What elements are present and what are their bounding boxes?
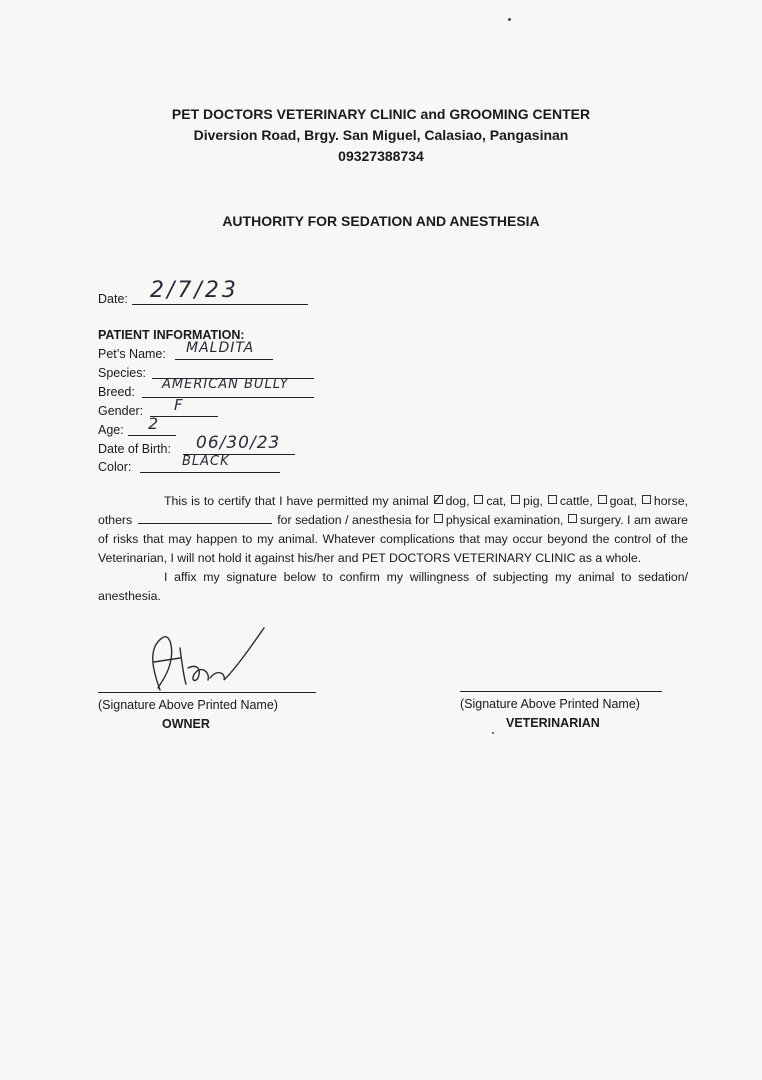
- gender-value[interactable]: F: [174, 396, 183, 414]
- physical-exam-option: physical examination,: [445, 513, 564, 527]
- horse-others-option: horse, others: [98, 494, 689, 527]
- age-line: [128, 435, 176, 436]
- pet-name-line: [175, 359, 273, 360]
- pet-name-label: Pet’s Name:: [98, 347, 166, 361]
- cat-option: cat,: [486, 494, 507, 508]
- consent-text-a: This is to certify that I have permitted my animal: [164, 494, 429, 508]
- cat-checkbox[interactable]: [474, 495, 483, 504]
- clinic-address: Diversion Road, Brgy. San Miguel, Calasiao, Pangasinan: [193, 127, 569, 143]
- surgery-option: surgery.: [580, 513, 624, 527]
- consent-text-b: for sedation / anesthesia for: [277, 513, 430, 527]
- dob-label: Date of Birth:: [98, 442, 171, 456]
- physical-exam-checkbox[interactable]: [434, 514, 443, 523]
- cattle-checkbox[interactable]: [548, 495, 557, 504]
- vet-signature-line[interactable]: [460, 691, 662, 692]
- pig-checkbox[interactable]: [511, 495, 520, 504]
- clinic-phone: 09327388734: [338, 148, 424, 164]
- dog-option: dog,: [445, 494, 470, 508]
- clinic-name: PET DOCTORS VETERINARY CLINIC and GROOMING CENTER: [171, 106, 591, 122]
- owner-signature-mark: [140, 618, 280, 698]
- scan-speck: [508, 18, 511, 21]
- date-line: [132, 304, 308, 305]
- scan-speck: [492, 732, 494, 734]
- pet-name-value[interactable]: MALDITA: [186, 340, 255, 356]
- gender-label: Gender:: [98, 404, 144, 418]
- owner-signature-caption: (Signature Above Printed Name): [98, 698, 278, 712]
- dog-checkbox[interactable]: ✓: [431, 491, 444, 507]
- vet-signature-caption: (Signature Above Printed Name): [460, 697, 640, 711]
- breed-line: [142, 397, 314, 398]
- color-value[interactable]: BLACK: [182, 454, 230, 469]
- consent-text-2: I affix my signature below to confirm my willingness of subjecting my animal to sedation/ anesthesia.: [98, 570, 688, 603]
- patient-info-heading: PATIENT INFORMATION:: [98, 328, 245, 342]
- date-label: Date:: [98, 292, 128, 306]
- vet-role-label: VETERINARIAN: [506, 716, 600, 730]
- goat-option: goat,: [609, 494, 637, 508]
- clinic-header: [0, 104, 762, 167]
- owner-signature-line[interactable]: [98, 692, 316, 693]
- gender-line: [150, 416, 218, 417]
- consent-paragraph: [98, 492, 688, 606]
- breed-label: Breed:: [98, 385, 135, 399]
- surgery-checkbox[interactable]: [568, 514, 577, 523]
- cattle-option: cattle,: [559, 494, 593, 508]
- breed-value[interactable]: AMERICAN BULLY: [162, 377, 289, 392]
- age-label: Age:: [98, 423, 124, 437]
- horse-checkbox[interactable]: [642, 495, 651, 504]
- pig-option: pig,: [523, 494, 543, 508]
- others-blank[interactable]: [138, 513, 272, 524]
- color-label: Color:: [98, 460, 132, 474]
- form-title: AUTHORITY FOR SEDATION AND ANESTHESIA: [222, 213, 540, 229]
- color-line: [140, 472, 280, 473]
- owner-role-label: OWNER: [162, 717, 210, 731]
- age-value[interactable]: 2: [148, 414, 159, 433]
- dob-value[interactable]: 06/30/23: [196, 433, 281, 453]
- consent-text-c: I am aware of risks that may happen to my animal. Whatever complications that may occur beyond the control of the Veterinarian, I will not hold it against his/her and PET DOCTORS VETERINARY CLINIC as a whole.: [98, 513, 689, 565]
- species-label: Species:: [98, 366, 146, 380]
- goat-checkbox[interactable]: [598, 495, 607, 504]
- date-value[interactable]: 2/7/23: [150, 278, 239, 303]
